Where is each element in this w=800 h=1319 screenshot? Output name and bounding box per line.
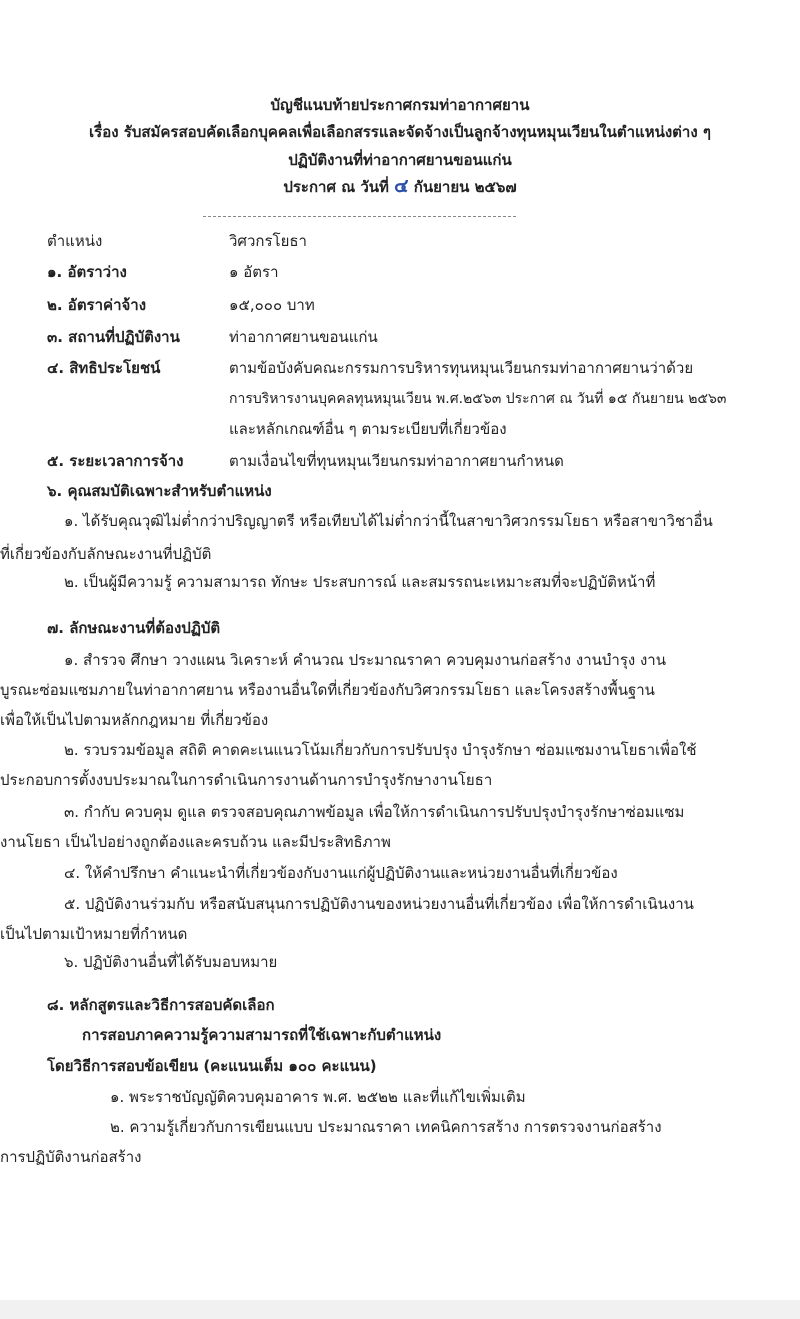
divider bbox=[203, 216, 516, 217]
paragraph-line: ๑. พระราชบัญญัติควบคุมอาคาร พ.ศ. ๒๕๒๒ และที่แก้ไขเพิ่มเติม bbox=[110, 1088, 526, 1106]
section-heading: ๘. หลักสูตรและวิธีการสอบคัดเลือก bbox=[47, 996, 275, 1014]
paragraph-line: งานโยธา เป็นไปอย่างถูกต้องและครบถ้วน และมีประสิทธิภาพ bbox=[0, 833, 391, 851]
section-heading: ๖. คุณสมบัติเฉพาะสำหรับตำแหน่ง bbox=[47, 482, 272, 500]
paragraph-line: เพื่อให้เป็นไปตามหลักกฎหมาย ที่เกี่ยวข้อง bbox=[0, 711, 269, 729]
paragraph-line: ๒. รวบรวมข้อมูล สถิติ คาดคะเนแนวโน้มเกี่ยวกับการปรับปรุง บำรุงรักษา ซ่อมแซมงานโยธาเพื่อใช้ bbox=[64, 741, 697, 759]
field-label: ๑. อัตราว่าง bbox=[47, 263, 127, 281]
paragraph-line: ๒. เป็นผู้มีความรู้ ความสามารถ ทักษะ ประสบการณ์ และสมรรถนะเหมาะสมที่จะปฏิบัติหน้าที่ bbox=[64, 573, 656, 591]
paragraph-line: ๓. กำกับ ควบคุม ดูแล ตรวจสอบคุณภาพข้อมูล เพื่อให้การดำเนินการปรับปรุงบำรุงรักษาซ่อมแซม bbox=[64, 803, 685, 821]
paragraph-line: ๑. สำรวจ ศึกษา วางแผน วิเคราะห์ คำนวณ ประมาณราคา ควบคุมงานก่อสร้าง งานบำรุง งาน bbox=[64, 651, 666, 669]
paragraph-line: บูรณะซ่อมแซมภายในท่าอากาศยาน หรืองานอื่นใดที่เกี่ยวข้องกับวิศวกรรมโยธา และโครงสร้างพื้นฐาน bbox=[0, 681, 655, 699]
paragraph-line: ๑. ได้รับคุณวุฒิไม่ต่ำกว่าปริญญาตรี หรือเทียบได้ไม่ต่ำกว่านี้ในสาขาวิศวกรรมโยธา หรือสาขาวิชาอื่น bbox=[64, 512, 713, 530]
date-rest: กันยายน ๒๕๖๗ bbox=[413, 178, 517, 196]
field-label: ๕. ระยะเวลาการจ้าง bbox=[47, 452, 184, 470]
field-label: ๒. อัตราค่าจ้าง bbox=[47, 296, 147, 314]
field-label: ๔. สิทธิประโยชน์ bbox=[47, 359, 161, 377]
field-value: วิศวกรโยธา bbox=[229, 232, 307, 250]
field-value: การบริหารงานบุคคลทุนหมุนเวียน พ.ศ.๒๕๖๓ ประกาศ ณ วันที่ ๑๕ กันยายน ๒๕๖๓ bbox=[229, 391, 727, 407]
paragraph-line: ๔. ให้คำปรึกษา คำแนะนำที่เกี่ยวข้องกับงานแก่ผู้ปฏิบัติงานและหน่วยงานอื่นที่เกี่ยวข้อง bbox=[64, 864, 618, 882]
page-bottom-edge bbox=[0, 1300, 800, 1319]
paragraph-line: การปฏิบัติงานก่อสร้าง bbox=[0, 1148, 142, 1166]
section-heading: ๗. ลักษณะงานที่ต้องปฏิบัติ bbox=[47, 619, 221, 637]
field-value: ตามเงื่อนไขที่ทุนหมุนเวียนกรมท่าอากาศยานกำหนด bbox=[229, 452, 564, 470]
section-subheading: โดยวิธีการสอบข้อเขียน (คะแนนเต็ม ๑๐๐ คะแนน) bbox=[47, 1057, 377, 1075]
field-value: ท่าอากาศยานขอนแก่น bbox=[229, 328, 378, 346]
doc-date bbox=[0, 176, 800, 197]
doc-title: บัญชีแนบท้ายประกาศกรมท่าอากาศยาน bbox=[270, 96, 530, 114]
paragraph-line: เป็นไปตามเป้าหมายที่กำหนด bbox=[0, 925, 188, 943]
field-label: ๓. สถานที่ปฏิบัติงาน bbox=[47, 328, 180, 346]
field-value: ๑๕,๐๐๐ บาท bbox=[229, 296, 315, 314]
doc-subject: เรื่อง รับสมัครสอบคัดเลือกบุคคลเพื่อเลือกสรรและจัดจ้างเป็นลูกจ้างทุนหมุนเวียนในตำแหน่งต่าง ๆ bbox=[89, 123, 711, 141]
date-day: ๔ bbox=[394, 175, 409, 197]
paragraph-line: ที่เกี่ยวข้องกับลักษณะงานที่ปฏิบัติ bbox=[0, 545, 212, 563]
field-value: และหลักเกณฑ์อื่น ๆ ตามระเบียบที่เกี่ยวข้อง bbox=[229, 420, 507, 438]
field-label: ตำแหน่ง bbox=[47, 232, 103, 250]
section-subheading: การสอบภาคความรู้ความสามารถที่ใช้เฉพาะกับตำแหน่ง bbox=[82, 1026, 442, 1044]
field-value: ๑ อัตรา bbox=[229, 263, 279, 281]
doc-location: ปฏิบัติงานที่ท่าอากาศยานขอนแก่น bbox=[288, 151, 512, 169]
paragraph-line: ๒. ความรู้เกี่ยวกับการเขียนแบบ ประมาณราคา เทคนิคการสร้าง การตรวจงานก่อสร้าง bbox=[110, 1118, 662, 1136]
paragraph-line: ๕. ปฏิบัติงานร่วมกับ หรือสนับสนุนการปฏิบัติงานของหน่วยงานอื่นที่เกี่ยวข้อง เพื่อให้การดำเนินงาน bbox=[64, 895, 694, 913]
date-prefix: ประกาศ ณ วันที่ bbox=[283, 178, 389, 196]
paragraph-line: ๖. ปฏิบัติงานอื่นที่ได้รับมอบหมาย bbox=[64, 953, 278, 971]
paragraph-line: ประกอบการตั้งงบประมาณในการดำเนินการงานด้านการบำรุงรักษางานโยธา bbox=[0, 771, 493, 789]
field-value: ตามข้อบังคับคณะกรรมการบริหารทุนหมุนเวียนกรมท่าอากาศยานว่าด้วย bbox=[229, 359, 694, 377]
